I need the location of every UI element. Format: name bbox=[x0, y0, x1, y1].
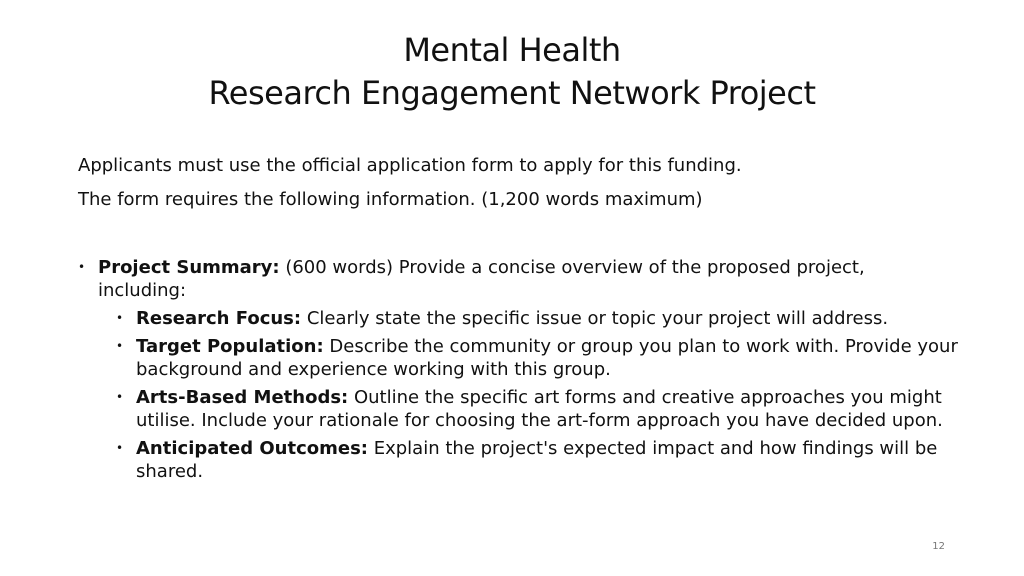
bullet-label: Anticipated Outcomes: bbox=[136, 438, 368, 459]
bullet-text: Describe the community or group you plan to work with. Provide your background and experience working with this group. bbox=[136, 336, 958, 380]
bullet-list bbox=[78, 256, 958, 483]
bullet-icon: • bbox=[78, 260, 86, 274]
bullet-text: Explain the project's expected impact and how findings will be shared. bbox=[136, 438, 938, 482]
intro-text bbox=[78, 154, 958, 222]
slide-title bbox=[0, 29, 1024, 115]
page-number: 12 bbox=[932, 541, 945, 552]
list-item-target-population bbox=[116, 335, 958, 381]
intro-paragraph-2: The form requires the following information. (1,200 words maximum) bbox=[78, 189, 703, 210]
intro-paragraph-1: Applicants must use the official application form to apply for this funding. bbox=[78, 155, 742, 176]
bullet-label: Project Summary: bbox=[98, 257, 280, 278]
bullet-icon: • bbox=[116, 311, 124, 325]
bullet-icon: • bbox=[116, 339, 124, 353]
bullet-label: Target Population: bbox=[136, 336, 324, 357]
bullet-text: (600 words) Provide a concise overview of the proposed project, including: bbox=[98, 257, 865, 301]
list-item-research-focus bbox=[116, 307, 958, 330]
bullet-label: Research Focus: bbox=[136, 308, 302, 329]
list-item-arts-based-methods bbox=[116, 386, 958, 432]
bullet-text: Outline the specific art forms and creative approaches you might utilise. Include your rationale for choosing the art-form approach you have decided upon. bbox=[136, 387, 943, 431]
list-item-project-summary bbox=[78, 256, 958, 302]
bullet-icon: • bbox=[116, 441, 124, 455]
list-item-anticipated-outcomes bbox=[116, 437, 958, 483]
bullet-text: Clearly state the specific issue or topic your project will address. bbox=[301, 308, 889, 329]
slide-title-line-2: Research Engagement Network Project bbox=[208, 74, 816, 112]
bullet-icon: • bbox=[116, 390, 124, 404]
bullet-label: Arts-Based Methods: bbox=[136, 387, 349, 408]
slide-title-line-1: Mental Health bbox=[403, 31, 621, 69]
